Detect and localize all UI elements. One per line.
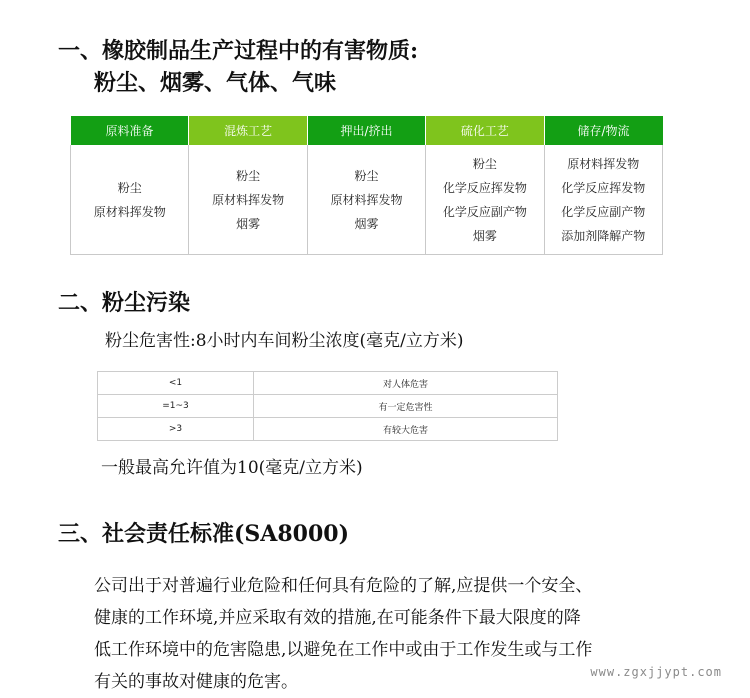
process-cell-storage	[544, 145, 662, 255]
max-allowed-value: 一般最高允许值为10(毫克/立方米)	[101, 458, 363, 478]
process-header-raw-material: 原料准备	[71, 116, 189, 145]
hazard-item: 粉尘	[354, 168, 379, 183]
paragraph-line: 健康的工作环境,并应采取有效的措施,在可能条件下最大限度的降	[94, 608, 581, 628]
table-row	[98, 418, 558, 441]
hazard-item: 原材料挥发物	[212, 192, 285, 207]
dust-concentration-table	[97, 371, 558, 441]
dust-level: 对人体危害	[254, 372, 558, 395]
hazard-item: 粉尘	[472, 156, 497, 171]
hazard-item: 化学反应副产物	[561, 204, 646, 219]
hazard-item: 烟雾	[472, 228, 497, 243]
hazard-item: 原材料挥发物	[567, 156, 640, 171]
section-2-title: 二、粉尘污染	[58, 290, 191, 316]
process-hazard-table	[70, 116, 663, 255]
paragraph-line: 公司出于对普遍行业危险和任何具有危险的了解,应提供一个安全、	[94, 576, 593, 596]
table-row	[98, 395, 558, 418]
hazard-item: 化学反应副产物	[442, 204, 527, 219]
hazard-item: 烟雾	[236, 216, 261, 231]
dust-range: <1	[98, 372, 254, 395]
process-cell-vulcanization	[426, 145, 544, 255]
dust-level: 有较大危害	[254, 418, 558, 441]
process-header-extrusion: 押出/挤出	[307, 116, 425, 145]
dust-range: =1~3	[98, 395, 254, 418]
watermark: www.zgxjjypt.com	[590, 665, 722, 679]
paragraph-line: 低工作环境中的危害隐患,以避免在工作中或由于工作发生或与工作	[94, 640, 593, 660]
hazard-item: 烟雾	[354, 216, 379, 231]
process-header-storage: 储存/物流	[544, 116, 662, 145]
process-header-mixing: 混炼工艺	[189, 116, 307, 145]
sa8000-paragraph	[94, 570, 674, 698]
hazard-item: 添加剂降解产物	[561, 228, 646, 243]
hazard-item: 原材料挥发物	[330, 192, 403, 207]
process-cell-extrusion	[307, 145, 425, 255]
section-1-subtitle: 粉尘、烟雾、气体、气味	[94, 70, 337, 96]
hazard-item: 粉尘	[236, 168, 261, 183]
hazard-item: 化学反应挥发物	[442, 180, 527, 195]
paragraph-line: 有关的事故对健康的危害。	[94, 672, 298, 692]
section-3-title: 三、社会责任标准(SA8000)	[58, 521, 350, 547]
section-1-title: 一、橡胶制品生产过程中的有害物质:	[58, 38, 419, 64]
dust-hazard-note: 粉尘危害性:8小时内车间粉尘浓度(毫克/立方米)	[105, 331, 464, 351]
hazard-item: 粉尘	[117, 180, 142, 195]
hazard-item: 化学反应挥发物	[561, 180, 646, 195]
table-row	[98, 372, 558, 395]
process-cell-mixing	[189, 145, 307, 255]
dust-level: 有一定危害性	[254, 395, 558, 418]
dust-range: >3	[98, 418, 254, 441]
hazard-item: 原材料挥发物	[93, 204, 166, 219]
process-header-vulcanization: 硫化工艺	[426, 116, 544, 145]
process-cell-raw-material	[71, 145, 189, 255]
